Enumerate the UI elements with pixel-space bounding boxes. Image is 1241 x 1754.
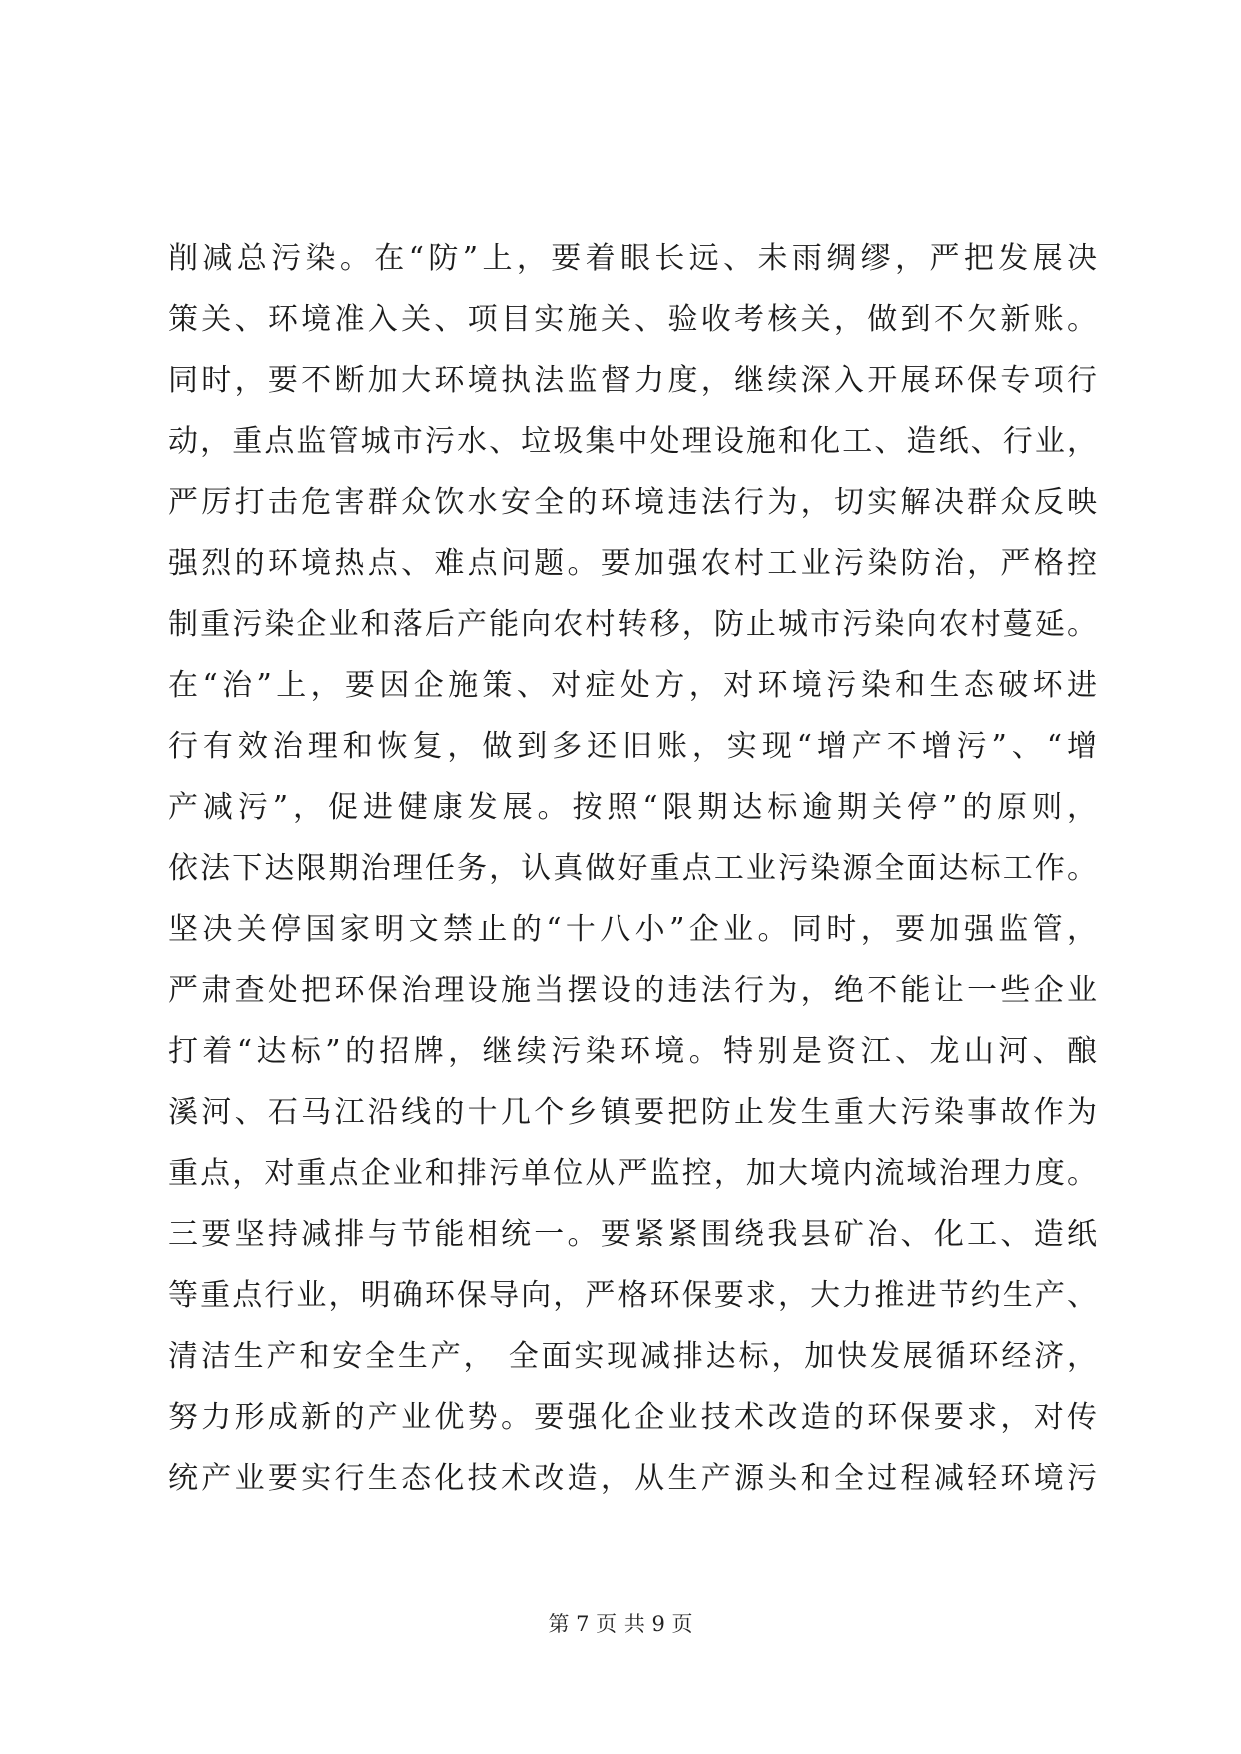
text-line: 制重污染企业和落后产能向农村转移，防止城市污染向农村蔓延。 xyxy=(168,607,1098,642)
text-line: 在“治”上，要因企施策、对症处方，对环境污染和生态破坏进 xyxy=(168,668,1098,703)
text-line: 溪河、石马江沿线的十几个乡镇要把防止发生重大污染事故作为 xyxy=(168,1095,1098,1130)
text-line: 产减污”，促进健康发展。按照“限期达标逾期关停”的原则， xyxy=(168,790,1098,825)
text-line: 清洁生产和安全生产， 全面实现减排达标，加快发展循环经济， xyxy=(168,1339,1098,1374)
text-line: 依法下达限期治理任务，认真做好重点工业污染源全面达标工作。 xyxy=(168,851,1098,886)
text-line: 严厉打击危害群众饮水安全的环境违法行为，切实解决群众反映 xyxy=(168,485,1098,520)
text-line: 严肃查处把环保治理设施当摆设的违法行为，绝不能让一些企业 xyxy=(168,973,1098,1008)
text-line: 动，重点监管城市污水、垃圾集中处理设施和化工、造纸、行业， xyxy=(168,424,1098,459)
text-line: 坚决关停国家明文禁止的“十八小”企业。同时，要加强监管， xyxy=(168,912,1098,947)
text-line: 统产业要实行生态化技术改造，从生产源头和全过程减轻环境污 xyxy=(168,1461,1098,1496)
text-line: 等重点行业，明确环保导向，严格环保要求，大力推进节约生产、 xyxy=(168,1278,1098,1313)
text-line: 行有效治理和恢复，做到多还旧账，实现“增产不增污”、“增 xyxy=(168,729,1098,764)
text-line: 削减总污染。在“防”上，要着眼长远、未雨绸缪，严把发展决 xyxy=(168,241,1098,276)
text-line: 策关、环境准入关、项目实施关、验收考核关，做到不欠新账。 xyxy=(168,302,1098,337)
text-line: 打着“达标”的招牌，继续污染环境。特别是资江、龙山河、酿 xyxy=(168,1034,1098,1069)
text-line: 努力形成新的产业优势。要强化企业技术改造的环保要求，对传 xyxy=(168,1400,1098,1435)
body-text xyxy=(168,228,1098,1509)
text-line: 同时，要不断加大环境执法监督力度，继续深入开展环保专项行 xyxy=(168,363,1098,398)
text-line: 三要坚持减排与节能相统一。要紧紧围绕我县矿冶、化工、造纸 xyxy=(168,1217,1098,1252)
text-line: 重点，对重点企业和排污单位从严监控，加大境内流域治理力度。 xyxy=(168,1156,1098,1191)
text-line: 强烈的环境热点、难点问题。要加强农村工业污染防治，严格控 xyxy=(168,546,1098,581)
page-number: 第 7 页 共 9 页 xyxy=(548,1612,693,1636)
